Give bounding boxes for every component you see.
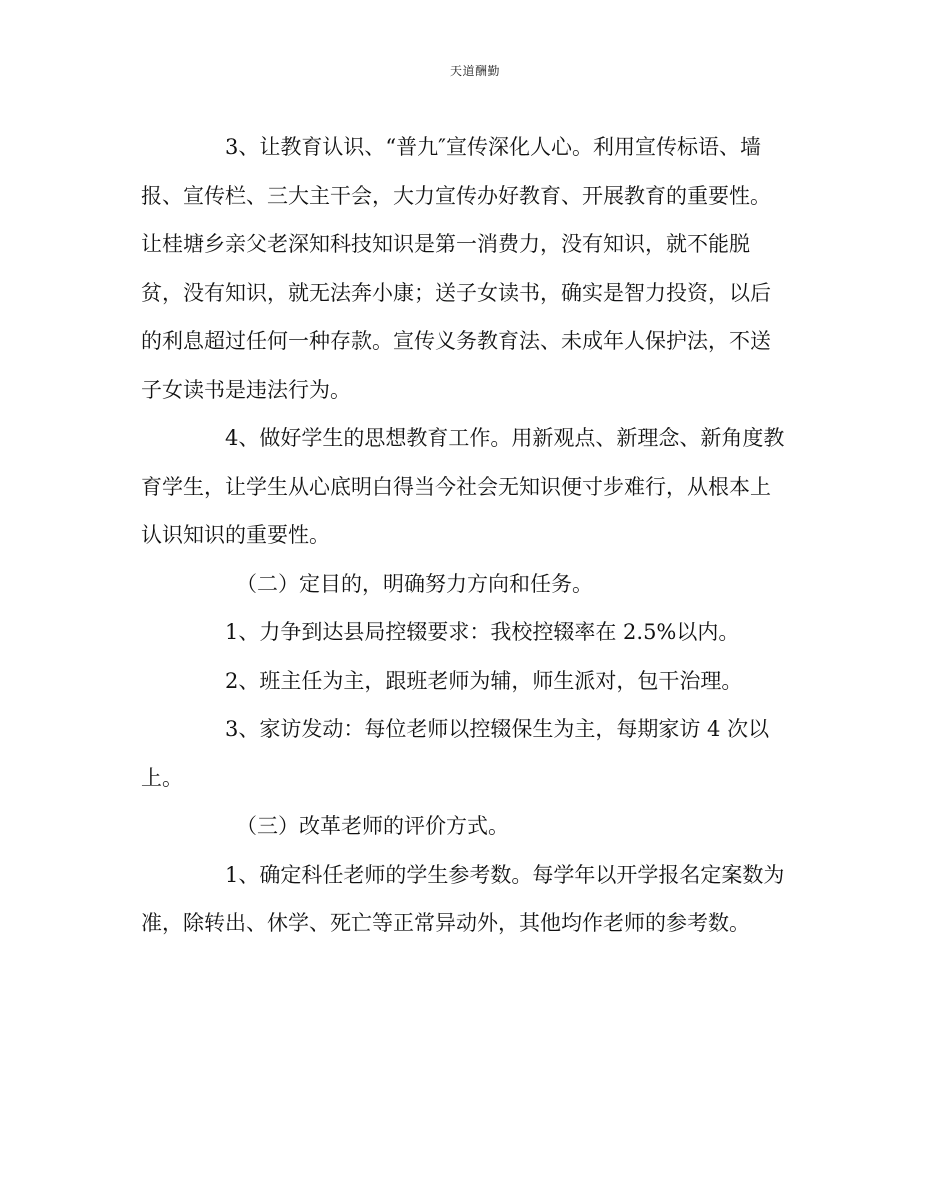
text-line: （三）改革老师的评价方式。 (236, 814, 509, 838)
text-line: 让桂塘乡亲父老深知科技知识是第一消费力，没有知识，就不能脱 (141, 232, 750, 256)
text-line: 准，除转出、休学、死亡等正常异动外，其他均作老师的参考数。 (141, 911, 750, 935)
text-line: 认识知识的重要性。 (141, 523, 330, 547)
text-line: （二）定目的，明确努力方向和任务。 (236, 571, 593, 596)
text-line: 1、确定科任老师的学生参考数。每学年以开学报名定案数为 (225, 862, 785, 887)
text-line: 的利息超过任何一种存款。宣传义务教育法、未成年人保护法，不送 (141, 329, 771, 353)
text-line: 2、班主任为主，跟班老师为辅，师生派对，包干治理。 (225, 668, 743, 693)
page-header: 天道酬勤 (449, 64, 500, 78)
text-line: 报、宣传栏、三大主干会，大力宣传办好教育、开展教育的重要性。 (141, 183, 771, 208)
text-line: 3、家访发动：每位老师以控辍保生为主，每期家访 4 次以 (225, 717, 770, 741)
text-line: 贫，没有知识，就无法奔小康；送子女读书，确实是智力投资，以后 (141, 280, 771, 305)
text-line: 上。 (141, 765, 183, 790)
text-line: 育学生，让学生从心底明白得当今社会无知识便寸步难行，从根本上 (141, 474, 771, 499)
text-line: 子女读书是违法行为。 (141, 377, 351, 402)
text-line: 1、力争到达县局控辍要求：我校控辍率在 2.5%以内。 (225, 620, 740, 644)
document-body (141, 127, 805, 952)
text-line: 3、让教育认识、“普九″宣传深化人心。利用宣传标语、墙 (225, 135, 761, 159)
text-line: 4、做好学生的思想教育工作。用新观点、新理念、新角度教 (225, 426, 785, 450)
